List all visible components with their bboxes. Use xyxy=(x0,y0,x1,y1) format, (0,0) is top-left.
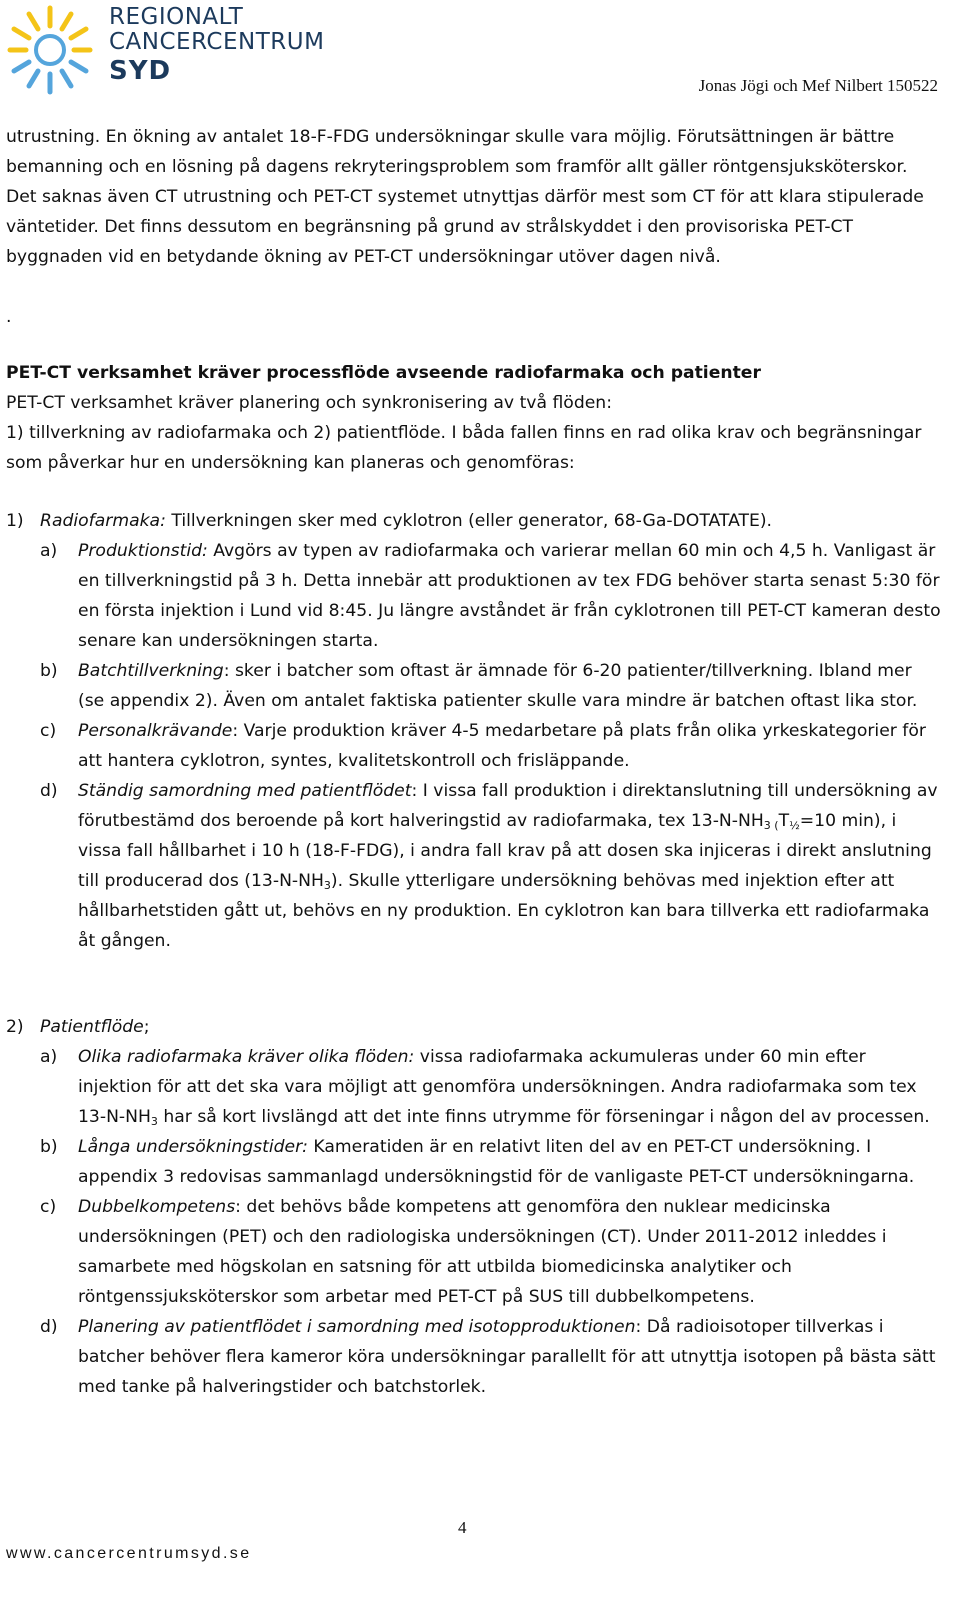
separator-dot: . xyxy=(6,307,12,327)
sub-term: Batchtillverkning xyxy=(78,661,224,681)
sub-text: ). Skulle ytterligare undersökning behövas med injektion efter att hållbarhetstiden gått ut, behövs en ny produktion. En cyklotron kan bara tillverka ett radiofarmaka åt gången. xyxy=(78,871,930,951)
sub-term: Olika radiofarmaka kräver olika flöden: xyxy=(78,1047,415,1067)
page-number: 4 xyxy=(458,1518,467,1537)
sub-letter: d) xyxy=(40,781,58,801)
list-item-1 xyxy=(6,506,941,536)
logo-line-3: SYD xyxy=(109,56,172,86)
sub-letter: d) xyxy=(40,1317,58,1337)
list-radiofarmaka xyxy=(6,506,941,956)
sub-term: Långa undersökningstider: xyxy=(78,1137,308,1157)
list-patientflode xyxy=(6,1012,941,1402)
logo-line-1: REGIONALT xyxy=(109,4,244,30)
item-text: Tillverkningen sker med cyklotron (eller generator, 68-Ga-DOTATATE). xyxy=(165,511,773,531)
sub-text: : Varje produktion kräver 4-5 medarbetare på plats från olika yrkeskategorier för att hantera cyklotron, syntes, kvalitetskontroll och frisläppande. xyxy=(78,721,926,771)
rcc-syd-logo xyxy=(6,2,326,102)
sub-text: Avgörs av typen av radiofarmaka och varierar mellan 60 min och 4,5 h. Vanligast är en tillverkningstid på 3 h. Detta innebär att produktionen av tex FDG behöver starta senast 5:30 för en första injektion i Lund vid 8:45. Ju längre avståndet är från cyklotronen till PET-CT kameran desto senare kan undersökningen starta. xyxy=(78,541,941,651)
sunburst-logo-icon xyxy=(6,2,102,98)
sub-text: : det behövs både kompetens att genomföra den nuklear medicinska undersökningen (PET) och den radiologiska undersökningen (CT). Under 2011-2012 inleddes i samarbete med högskolan en satsning för att utbilda biomedicinska analytiker och röntgenssjuksköterskor som arbetar med PET-CT på SUS till dubbelkompetens. xyxy=(78,1197,887,1307)
item-term: Patientflöde xyxy=(40,1017,144,1037)
sub-text: : Då radioisotoper tillverkas i batcher behöver flera kameror köra undersökningar parallellt för att utnyttja isotopen på bästa sätt med tanke på halveringstider och batchstorlek. xyxy=(78,1317,936,1397)
sub-text: =10 min), i vissa fall hållbarhet i 10 h (18-F-FDG), i andra fall krav på att dosen ska injiceras i direkt anslutning till producerad dos (13-N-NH xyxy=(78,811,932,891)
section-line-2: 1) tillverkning av radiofarmaka och 2) patientflöde. I båda fallen finns en rad olika krav och begränsningar som påverkar hur en undersökning kan planeras och genomföras: xyxy=(6,423,922,473)
footer-website-link[interactable]: www.cancercentrumsyd.se xyxy=(6,1545,252,1562)
logo-wordmark xyxy=(109,4,325,86)
sub-term: Produktionstid: xyxy=(78,541,208,561)
sub-letter: b) xyxy=(40,661,58,681)
sub-item-2d xyxy=(6,1312,941,1402)
sub-letter: a) xyxy=(40,541,58,561)
subscript: ½ xyxy=(789,819,800,832)
list-item-2 xyxy=(6,1012,941,1042)
logo-line-2: CANCERCENTRUM xyxy=(109,29,325,55)
subscript: 3 xyxy=(150,1115,158,1128)
sub-item-1b xyxy=(6,656,941,716)
sub-item-1d xyxy=(6,776,941,956)
sub-term: Dubbelkompetens xyxy=(78,1197,236,1217)
section-line-1: PET-CT verksamhet kräver planering och synkronisering av två flöden: xyxy=(6,393,612,413)
sub-item-2b xyxy=(6,1132,941,1192)
sub-item-2c xyxy=(6,1192,941,1312)
item-number: 1) xyxy=(6,511,24,531)
item-text: ; xyxy=(143,1017,150,1037)
header-author-date: Jonas Jögi och Mef Nilbert 150522 xyxy=(698,76,938,95)
subscript: 3 xyxy=(323,879,331,892)
sub-term: Personalkrävande xyxy=(78,721,233,741)
intro-text: utrustning. En ökning av antalet 18-F-FDG undersökningar skulle vara möjlig. Förutsättningen är bättre bemanning och en lösning på dagens rekryteringsproblem som framför allt gäller röntgensjuksköterskor. Det saknas även CT utrustning och PET-CT systemet utnyttjas därför mest som CT för att klara stipulerade väntetider. Det finns dessutom en begränsning på grund av strålskyddet i den provisoriska PET-CT byggnaden vid en betydande ökning av PET-CT undersökningar utöver dagen nivå. xyxy=(6,127,924,267)
subscript: 3 ( xyxy=(763,819,779,832)
sub-letter: b) xyxy=(40,1137,58,1157)
sub-text: vissa radiofarmaka ackumuleras under 60 min efter injektion för att det ska vara möjligt att genomföra undersökningen. Andra radiofarmaka som tex 13-N-NH xyxy=(78,1047,917,1127)
sub-term: Planering av patientflödet i samordning med isotopproduktionen xyxy=(78,1317,636,1337)
section-heading: PET-CT verksamhet kräver processflöde avseende radiofarmaka och patienter xyxy=(6,363,761,383)
sub-term: Ständig samordning med patientflödet xyxy=(78,781,412,801)
sub-item-1a xyxy=(6,536,941,656)
sub-text: Kameratiden är en relativt liten del av en PET-CT undersökning. I appendix 3 redovisas sammanlagd undersökningstid för de vanligaste PET-CT undersökningarna. xyxy=(78,1137,915,1187)
item-term: Radiofarmaka: xyxy=(40,511,166,531)
item-number: 2) xyxy=(6,1017,24,1037)
sub-letter: c) xyxy=(40,721,57,741)
sub-text: : I vissa fall produktion i direktanslutning till undersökning av förutbestämd dos beroende på kort halveringstid av radiofarmaka, tex 13-N-NH xyxy=(78,781,938,831)
sub-letter: a) xyxy=(40,1047,58,1067)
intro-paragraph xyxy=(6,122,941,272)
sub-text: : sker i batcher som oftast är ämnade för 6-20 patienter/tillverkning. Ibland mer (se appendix 2). Även om antalet faktiska patienter skulle vara mindre är batchen oftast lika stor. xyxy=(78,661,918,711)
sub-item-2a xyxy=(6,1042,941,1132)
sub-text: har så kort livslängd att det inte finns utrymme för förseningar i någon del av processen. xyxy=(157,1107,930,1127)
sub-text: T xyxy=(778,811,790,831)
section-intro xyxy=(6,388,941,478)
sub-item-1c xyxy=(6,716,941,776)
sub-letter: c) xyxy=(40,1197,57,1217)
